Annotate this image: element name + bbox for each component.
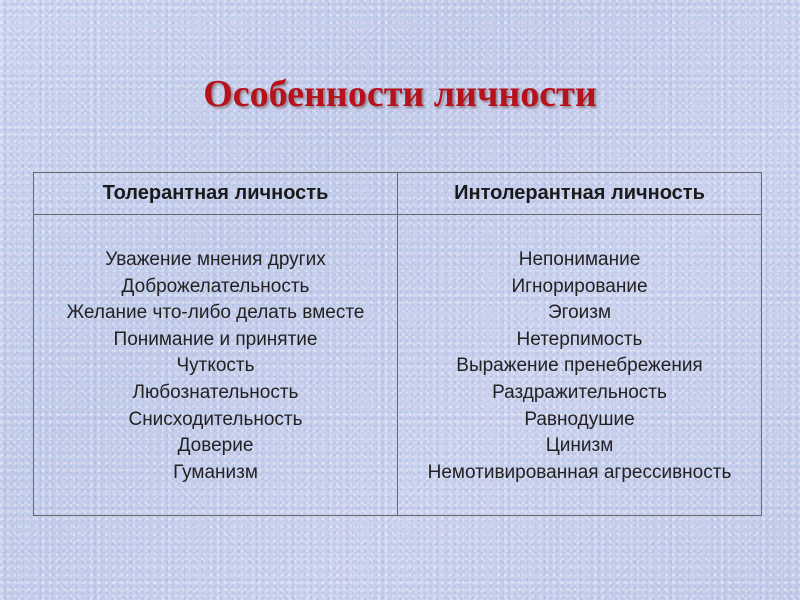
tolerant-trait-item: Чуткость [176, 355, 255, 377]
tolerant-trait-item: Желание что-либо делать вместе [66, 302, 365, 324]
intolerant-trait-item: Немотивированная агрессивность [427, 461, 732, 483]
intolerant-traits-cell [398, 215, 761, 515]
table-body-row [34, 215, 761, 515]
intolerant-trait-item: Выражение пренебрежения [456, 355, 703, 377]
intolerant-trait-item: Равнодушие [524, 408, 635, 430]
intolerant-trait-item: Раздражительность [492, 381, 667, 403]
tolerant-traits-cell [34, 215, 398, 515]
tolerant-trait-item: Снисходительность [128, 408, 303, 430]
intolerant-traits-list [398, 247, 761, 486]
header-intolerant-personality: Интолерантная личность [454, 182, 705, 204]
tolerant-trait-item: Понимание и принятие [113, 328, 318, 350]
tolerant-trait-item: Уважение мнения других [105, 249, 326, 270]
tolerant-trait-item: Любознательность [132, 381, 299, 403]
header-tolerant-personality: Толерантная личность [34, 173, 398, 214]
slide-title: Особенности личности [203, 73, 597, 115]
tolerant-trait-item: Гуманизм [173, 461, 258, 483]
tolerant-trait-item: Доверие [177, 435, 254, 457]
tolerant-trait-item: Доброжелательность [121, 275, 310, 297]
table-header-row [34, 173, 761, 215]
intolerant-trait-item: Эгоизм [547, 302, 612, 324]
intolerant-trait-item: Цинизм [545, 435, 614, 457]
intolerant-trait-item: Непонимание [518, 249, 641, 270]
comparison-table [33, 172, 762, 516]
tolerant-traits-list [34, 247, 397, 486]
intolerant-trait-item: Нетерпимость [516, 328, 643, 350]
intolerant-trait-item: Игнорирование [511, 275, 648, 297]
